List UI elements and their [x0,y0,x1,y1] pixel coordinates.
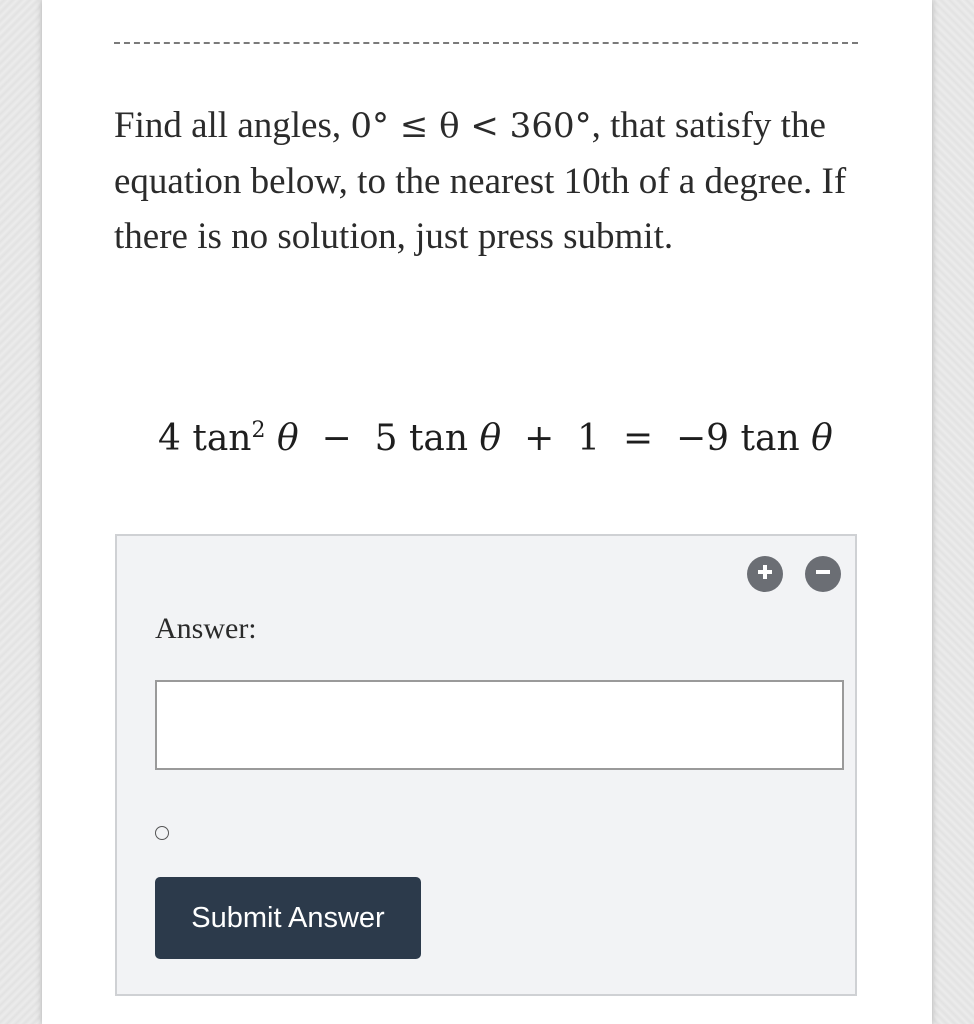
add-answer-button[interactable] [747,556,783,592]
eq-var3: θ [811,418,833,459]
eq-func1: tan [192,418,252,459]
eq-coef1: 4 [158,418,181,459]
minus-icon [814,563,832,586]
background-right [934,0,974,1024]
status-circle [155,826,169,840]
equation [158,418,833,459]
eq-var2: θ [479,418,502,459]
answer-panel [115,534,857,996]
question-prefix: Find all angles, [114,105,351,146]
eq-exp1: 2 [251,418,266,443]
answer-label: Answer: [155,612,257,645]
dashed-divider [114,42,858,44]
question-suffix: , that satisfy the equation below, to the nearest 10th of a degree. If there is no solution, just press submit. [114,105,847,257]
question-text [114,98,854,264]
eq-coef2: 5 [374,418,398,459]
question-card [42,0,932,1024]
eq-equals: = [622,418,654,459]
submit-answer-button[interactable]: Submit Answer [155,877,421,959]
eq-op1: − [321,418,352,459]
eq-func3: tan [740,418,800,459]
eq-coef3: −9 [676,418,730,459]
eq-const: 1 [577,418,601,459]
answer-input[interactable] [155,680,844,770]
background-left [0,0,40,1024]
eq-var1: θ [276,418,299,459]
plus-icon [756,563,774,586]
eq-func2: tan [408,418,469,459]
eq-op2: + [524,418,555,459]
angle-range: 0° ≤ θ < 360° [350,106,592,146]
remove-answer-button[interactable] [805,556,841,592]
